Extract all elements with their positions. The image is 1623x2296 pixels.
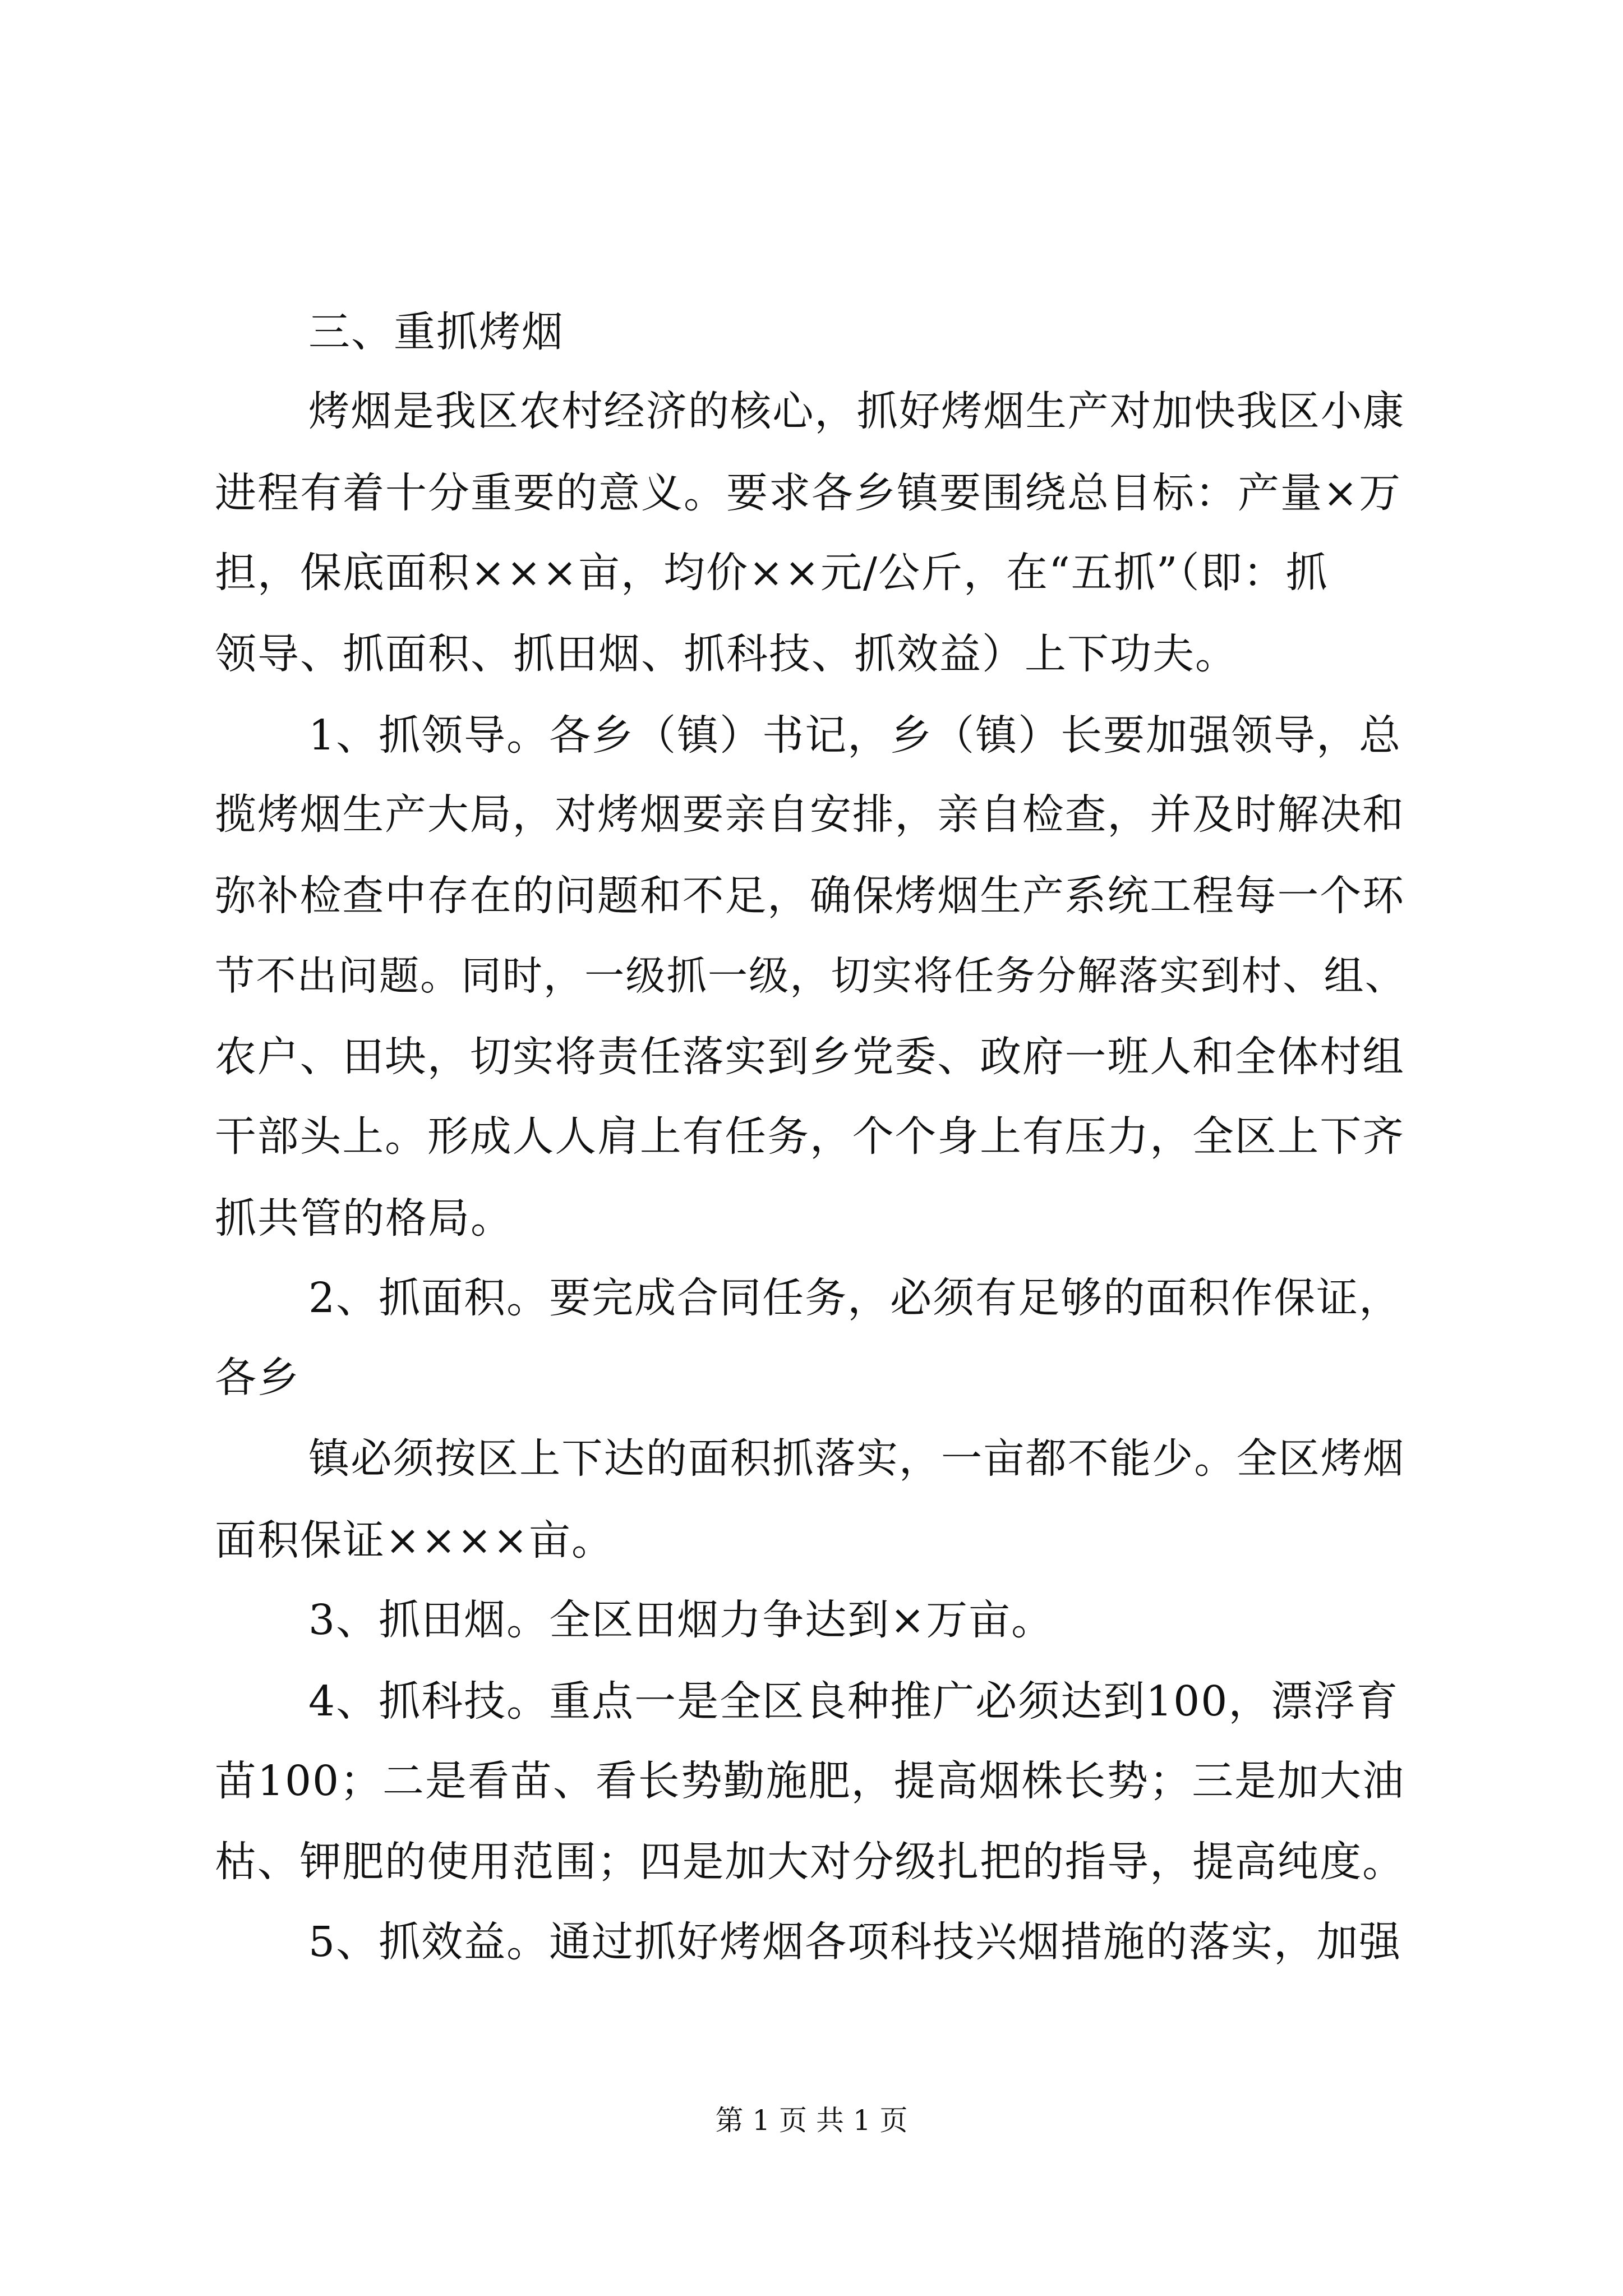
paragraph-line: 进程有着十分重要的意义。要求各乡镇要围绕总目标：产量×万 xyxy=(215,469,1402,517)
paragraph-line: 1、抓领导。各乡（镇）书记，乡（镇）长要加强领导，总 xyxy=(308,711,1402,760)
paragraph-line: 苗100；二是看苗、看长势勤施肥，提高烟株长势；三是加大油 xyxy=(215,1757,1405,1805)
paragraph-line: 枯、钾肥的使用范围；四是加大对分级扎把的指导，提高纯度。 xyxy=(215,1838,1405,1886)
paragraph-line: 担，保底面积×××亩，均价××元/公斤，在“五抓”（即：抓 xyxy=(215,549,1329,597)
paragraph-line: 揽烤烟生产大局，对烤烟要亲自安排，亲自检查，并及时解决和 xyxy=(215,791,1405,839)
paragraph-line: 镇必须按区上下达的面积抓落实，一亩都不能少。全区烤烟 xyxy=(308,1435,1405,1483)
paragraph-line: 2、抓面积。要完成合同任务，必须有足够的面积作保证， xyxy=(308,1274,1402,1322)
paragraph-line: 5、抓效益。通过抓好烤烟各项科技兴烟措施的落实，加强 xyxy=(308,1918,1402,1966)
paragraph-line: 节不出问题。同时，一级抓一级，切实将任务分解落实到村、组、 xyxy=(215,953,1406,999)
paragraph-line: 干部头上。形成人人肩上有任务，个个身上有压力，全区上下齐 xyxy=(215,1113,1405,1161)
section-heading: 三、重抓烤烟 xyxy=(308,308,564,356)
paragraph-line: 烤烟是我区农村经济的核心，抓好烤烟生产对加快我区小康 xyxy=(308,388,1405,435)
paragraph-line: 抓共管的格局。 xyxy=(215,1194,513,1243)
paragraph-line: 3、抓田烟。全区田烟力争达到×万亩。 xyxy=(308,1596,1054,1644)
paragraph-line: 弥补检查中存在的问题和不足，确保烤烟生产系统工程每一个环 xyxy=(215,872,1405,920)
paragraph-line: 面积保证××××亩。 xyxy=(215,1516,615,1565)
paragraph-line: 领导、抓面积、抓田烟、抓科技、抓效益）上下功夫。 xyxy=(215,630,1238,678)
page-number-footer: 第 1 页 共 1 页 xyxy=(715,2104,908,2137)
paragraph-line: 各乡 xyxy=(215,1354,300,1402)
paragraph-line: 4、抓科技。重点一是全区良种推广必须达到100，漂浮育 xyxy=(308,1677,1399,1726)
paragraph-line: 农户、田块，切实将责任落实到乡党委、政府一班人和全体村组 xyxy=(215,1033,1405,1081)
